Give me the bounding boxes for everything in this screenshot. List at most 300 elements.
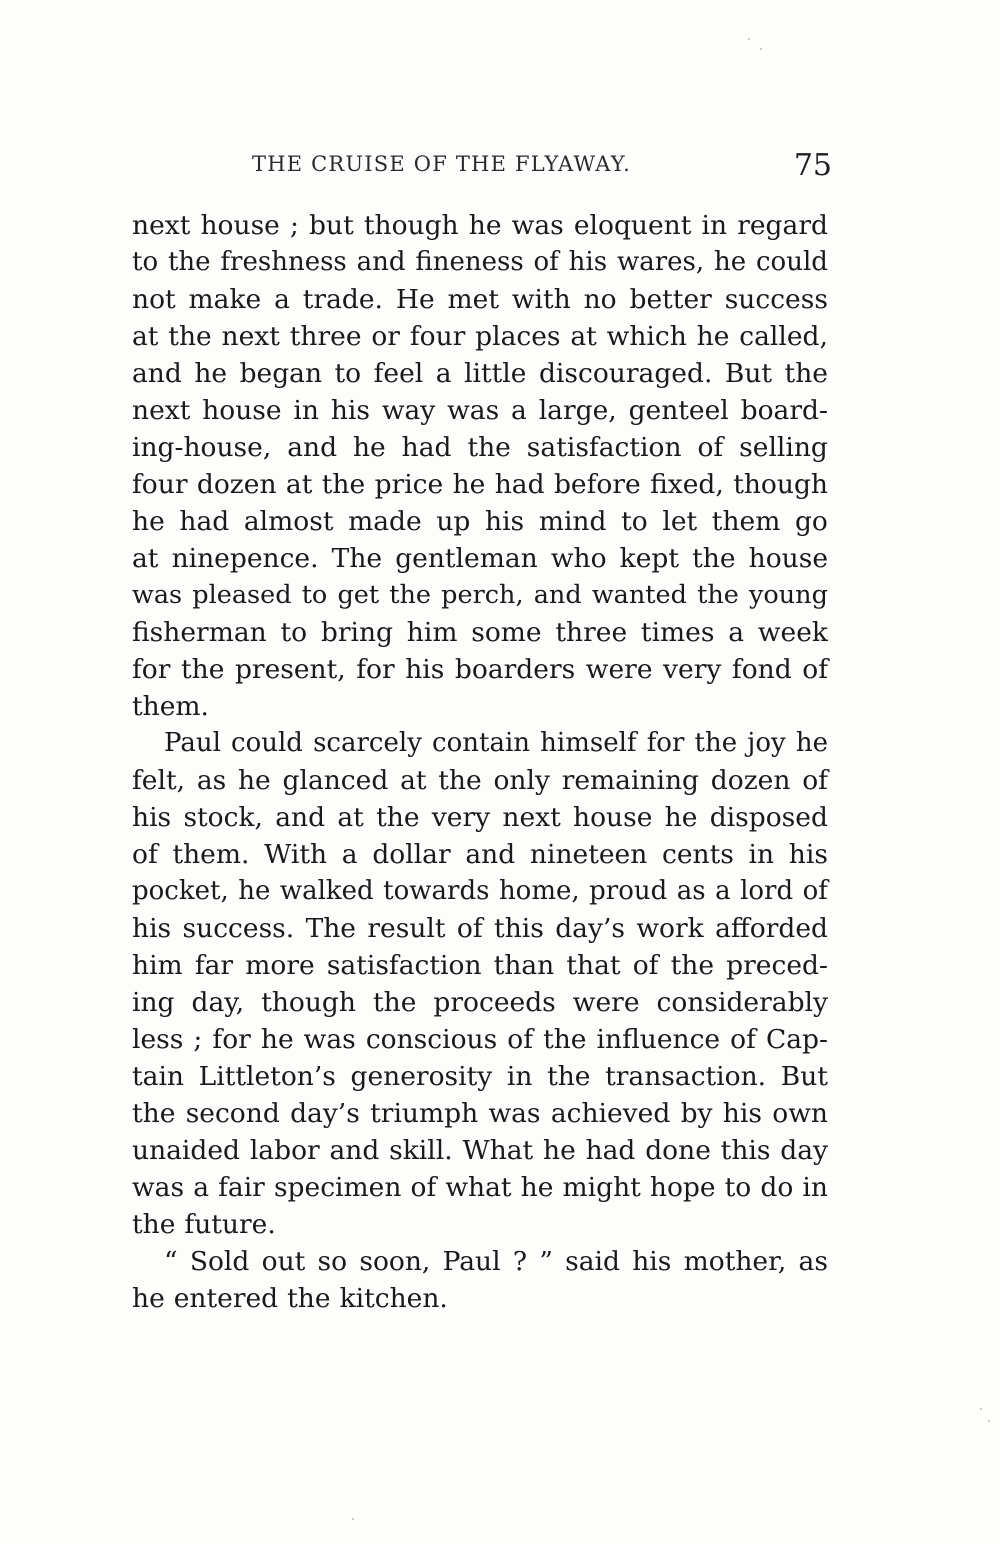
- word: a: [193, 1172, 209, 1203]
- scan-speck: [352, 1518, 354, 1520]
- word: than: [493, 950, 555, 981]
- word: discouraged.: [538, 358, 713, 389]
- word: scarcely: [313, 728, 422, 758]
- word: to: [621, 506, 648, 537]
- page-number: 75: [793, 148, 832, 183]
- running-head: [252, 148, 832, 192]
- word: ?: [512, 1246, 528, 1277]
- word: large,: [538, 395, 617, 426]
- word: for: [646, 728, 685, 758]
- word: far: [194, 950, 234, 981]
- word: in: [802, 1172, 828, 1203]
- word: three: [289, 321, 362, 352]
- scan-speck: [760, 48, 762, 50]
- word: to: [132, 247, 159, 277]
- word: the: [547, 1061, 591, 1092]
- word: fond: [731, 654, 792, 685]
- word: the: [132, 1209, 176, 1240]
- word: the: [438, 765, 482, 796]
- word: pocket,: [132, 876, 229, 906]
- word: what: [445, 1172, 512, 1203]
- word: he: [194, 358, 228, 389]
- word: trade.: [302, 284, 383, 315]
- word: he: [795, 728, 828, 758]
- text-line: [132, 688, 828, 725]
- word: The: [331, 543, 383, 574]
- word: and: [287, 432, 338, 463]
- word: more: [245, 950, 315, 981]
- word: the: [694, 728, 738, 758]
- word: second: [185, 1098, 280, 1129]
- word: this: [494, 913, 544, 944]
- word: he: [468, 210, 502, 241]
- word: go: [794, 506, 828, 537]
- body-text: [132, 207, 828, 1317]
- word: for: [356, 654, 395, 685]
- word: house: [202, 395, 282, 426]
- text-line: [132, 762, 828, 799]
- word: soon,: [359, 1246, 431, 1277]
- word: genteel: [628, 395, 729, 426]
- word: preced-: [726, 950, 828, 981]
- word: day,: [191, 987, 245, 1018]
- word: satisfaction: [526, 432, 682, 463]
- word: the: [784, 358, 828, 389]
- word: the: [389, 580, 432, 610]
- word: of: [697, 432, 724, 463]
- word: Littleton’s: [198, 1061, 336, 1092]
- word: to: [280, 617, 308, 648]
- word: of: [802, 876, 828, 906]
- word: day’s: [290, 1098, 360, 1129]
- word: out: [261, 1246, 306, 1277]
- word: a: [435, 358, 452, 389]
- text-line: [132, 318, 828, 355]
- word: a: [715, 876, 731, 906]
- word: he: [520, 1172, 554, 1203]
- text-line: [132, 355, 828, 392]
- word: ninepence.: [171, 543, 319, 574]
- text-line: [132, 540, 828, 577]
- word: triumph: [370, 1098, 479, 1129]
- text-line: [132, 1280, 828, 1317]
- word: fisherman: [132, 617, 267, 648]
- word: at: [132, 543, 159, 574]
- word: With: [264, 839, 328, 870]
- word: ing-house,: [132, 432, 272, 463]
- word: were: [572, 987, 640, 1018]
- word: at: [337, 802, 364, 833]
- word: he: [713, 247, 747, 277]
- word: so: [317, 1246, 348, 1277]
- word: had: [585, 1135, 636, 1166]
- word: in: [293, 395, 319, 426]
- word: made: [348, 506, 422, 537]
- word: considerably: [656, 987, 828, 1018]
- word: for: [212, 1024, 251, 1055]
- word: his: [485, 506, 525, 537]
- word: was: [132, 1172, 185, 1203]
- word: of: [802, 765, 828, 796]
- word: as: [676, 876, 706, 906]
- word: cents: [661, 839, 734, 870]
- word: his: [788, 839, 828, 870]
- word: the: [467, 432, 511, 463]
- text-line: [132, 1095, 828, 1132]
- word: he: [696, 321, 730, 352]
- word: home,: [498, 876, 580, 906]
- word: was: [488, 1098, 541, 1129]
- text-line: [132, 910, 828, 947]
- word: ;: [289, 210, 299, 241]
- word: and: [533, 580, 582, 610]
- word: dozen: [196, 469, 277, 500]
- word: boarders: [454, 654, 576, 685]
- word: day: [780, 1135, 828, 1166]
- word: had: [494, 469, 545, 500]
- word: three: [555, 617, 628, 648]
- word: hope: [649, 1172, 716, 1203]
- word: week: [757, 617, 828, 648]
- word: in: [506, 1061, 533, 1092]
- word: at: [570, 321, 597, 352]
- word: he: [237, 765, 271, 796]
- text-line: [132, 947, 828, 984]
- word: his: [722, 1098, 762, 1129]
- word: and: [275, 802, 326, 833]
- text-line: [132, 503, 828, 540]
- word: he: [132, 506, 165, 537]
- word: of: [533, 247, 559, 277]
- word: by: [680, 1098, 713, 1129]
- word: of: [802, 654, 828, 685]
- word: called,: [739, 321, 828, 352]
- word: a: [274, 284, 290, 315]
- word: board-: [740, 395, 828, 426]
- word: dollar: [372, 839, 451, 870]
- word: but: [309, 210, 354, 241]
- word: house: [573, 802, 653, 833]
- word: selling: [739, 432, 828, 463]
- word: the: [692, 543, 736, 574]
- word: Paul: [164, 728, 221, 758]
- word: lord: [740, 876, 794, 906]
- text-line: [132, 577, 828, 614]
- word: make: [188, 284, 262, 315]
- running-title: THE CRUISE OF THE FLYAWAY.: [252, 152, 631, 176]
- word: mother,: [683, 1246, 787, 1277]
- word: very: [663, 654, 722, 685]
- word: Sold: [189, 1246, 250, 1277]
- word: could: [231, 728, 303, 758]
- paragraph: [132, 1243, 828, 1317]
- scan-speck: [980, 1408, 982, 1410]
- word: though: [363, 210, 459, 241]
- word: that: [566, 950, 621, 981]
- word: afforded: [715, 913, 828, 944]
- word: perch,: [441, 580, 524, 610]
- text-line: [132, 984, 828, 1021]
- word: at: [400, 765, 427, 796]
- text-line: [132, 1021, 828, 1058]
- word: this: [720, 1135, 771, 1166]
- text-line: [132, 725, 828, 762]
- word: house: [200, 210, 280, 241]
- word: the: [132, 1098, 176, 1129]
- word: or: [371, 321, 400, 352]
- paragraph: [132, 725, 828, 1243]
- word: eloquent: [573, 210, 692, 241]
- word: said: [565, 1246, 620, 1277]
- word: contain: [432, 728, 531, 758]
- text-line: [132, 207, 828, 244]
- word: his: [132, 802, 172, 833]
- word: freshness: [220, 247, 347, 277]
- word: was: [132, 580, 183, 610]
- word: The: [305, 913, 356, 944]
- word: had: [179, 506, 230, 537]
- word: glanced: [282, 765, 389, 796]
- word: his: [568, 247, 608, 277]
- scan-speck: [748, 38, 750, 40]
- word: of: [132, 839, 158, 870]
- word: fineness: [415, 247, 524, 277]
- word: his: [132, 913, 172, 944]
- text-line: [132, 244, 828, 281]
- word: his: [405, 654, 445, 685]
- word: achieved: [550, 1098, 671, 1129]
- text-line: [132, 1169, 828, 1206]
- word: mind: [538, 506, 607, 537]
- word: unaided: [132, 1135, 241, 1166]
- word: before: [553, 469, 641, 500]
- word: and: [132, 358, 182, 389]
- word: four: [132, 469, 188, 500]
- word: a: [511, 395, 527, 426]
- word: a: [341, 839, 358, 870]
- text-line: [132, 651, 828, 688]
- word: he: [132, 1283, 165, 1314]
- word: with: [511, 284, 571, 315]
- word: conscious: [365, 1024, 498, 1055]
- word: in: [748, 839, 775, 870]
- word: met: [447, 284, 499, 315]
- word: influence: [596, 1024, 721, 1055]
- word: could: [755, 247, 828, 277]
- word: him: [406, 617, 458, 648]
- word: some: [471, 617, 542, 648]
- word: the: [670, 950, 715, 981]
- word: get: [337, 580, 380, 610]
- word: though: [261, 987, 356, 1018]
- word: young: [748, 580, 828, 610]
- word: of: [410, 1172, 437, 1203]
- word: But: [724, 358, 773, 389]
- word: his: [632, 1246, 672, 1277]
- word: own: [772, 1098, 828, 1129]
- word: ;: [193, 1024, 203, 1055]
- word: the: [697, 580, 739, 610]
- word: who: [550, 543, 607, 574]
- word: remaining: [561, 765, 700, 796]
- word: less: [132, 1024, 184, 1055]
- word: at: [285, 469, 313, 500]
- text-line: [132, 799, 828, 836]
- word: them: [711, 506, 781, 537]
- word: better: [629, 284, 712, 315]
- text-line: [132, 873, 828, 910]
- word: the: [372, 987, 417, 1018]
- word: places: [475, 321, 561, 352]
- word: regard: [737, 210, 828, 241]
- word: house: [748, 543, 828, 574]
- word: as: [798, 1246, 828, 1277]
- word: he: [664, 802, 698, 833]
- word: joy: [747, 728, 786, 758]
- text-line: [132, 466, 828, 503]
- word: Cap-: [765, 1024, 828, 1055]
- word: kitchen.: [339, 1283, 448, 1314]
- word: day’s: [555, 913, 625, 944]
- word: though: [733, 469, 828, 500]
- word: the: [167, 247, 211, 277]
- word: and: [465, 839, 516, 870]
- word: satisfaction: [326, 950, 482, 981]
- word: of: [456, 913, 483, 944]
- word: little: [464, 358, 527, 389]
- scan-speck: [988, 1420, 990, 1422]
- word: might: [562, 1172, 641, 1203]
- word: of: [507, 1024, 534, 1055]
- word: of: [632, 950, 659, 981]
- text-line: [132, 429, 828, 466]
- word: next: [502, 802, 561, 833]
- text-line: [132, 1058, 828, 1095]
- word: let: [662, 506, 698, 537]
- word: to: [334, 358, 362, 389]
- word: fair: [218, 1172, 265, 1203]
- word: began: [239, 358, 323, 389]
- word: at: [132, 321, 159, 352]
- word: to: [724, 1172, 752, 1203]
- word: the: [287, 1283, 331, 1314]
- word: the: [376, 802, 420, 833]
- word: and: [329, 1135, 380, 1166]
- word: way: [381, 395, 436, 426]
- word: himself: [540, 728, 637, 758]
- word: very: [431, 802, 491, 833]
- word: he: [238, 876, 271, 906]
- word: he: [260, 1024, 294, 1055]
- word: he: [352, 432, 386, 463]
- word: do: [760, 1172, 794, 1203]
- text-line: [132, 392, 828, 429]
- word: success: [724, 284, 828, 315]
- word: proceeds: [433, 987, 556, 1018]
- text-line: [132, 614, 828, 651]
- word: nineteen: [529, 839, 648, 870]
- word: success.: [182, 913, 295, 944]
- word: him: [132, 950, 183, 981]
- word: and: [356, 247, 406, 277]
- word: pleased: [192, 580, 292, 610]
- text-line: [132, 1243, 828, 1280]
- word: transaction.: [605, 1061, 767, 1092]
- word: entered: [173, 1283, 279, 1314]
- word: price: [374, 469, 444, 500]
- word: up: [436, 506, 471, 537]
- word: was: [447, 395, 500, 426]
- word: But: [780, 1061, 828, 1092]
- word: next: [221, 321, 280, 352]
- word: the: [180, 654, 225, 685]
- word: “: [164, 1246, 178, 1277]
- word: walked: [279, 876, 374, 906]
- word: the: [168, 321, 212, 352]
- word: were: [585, 654, 653, 685]
- word: specimen: [273, 1172, 402, 1203]
- word: wanted: [591, 580, 687, 610]
- word: bring: [320, 617, 393, 648]
- word: the: [543, 1024, 587, 1055]
- word: feel: [373, 358, 424, 389]
- word: had: [401, 432, 452, 463]
- word: for: [132, 654, 171, 685]
- word: wares,: [616, 247, 705, 277]
- word: tain: [132, 1061, 184, 1092]
- word: work: [636, 913, 704, 944]
- word: disposed: [709, 802, 828, 833]
- word: as: [196, 765, 227, 796]
- text-line: [132, 836, 828, 873]
- word: ing: [132, 987, 175, 1018]
- word: dozen: [710, 765, 791, 796]
- text-line: [132, 281, 828, 318]
- word: next: [132, 210, 191, 241]
- word: was: [511, 210, 564, 241]
- word: in: [701, 210, 728, 241]
- word: He: [395, 284, 435, 315]
- word: Paul: [442, 1246, 501, 1277]
- word: four: [409, 321, 466, 352]
- word: gentleman: [395, 543, 538, 574]
- paragraph: [132, 207, 828, 725]
- word: next: [132, 395, 191, 426]
- word: result: [367, 913, 446, 944]
- word: fixed,: [650, 469, 724, 500]
- word: of: [730, 1024, 756, 1055]
- word: labor: [249, 1135, 320, 1166]
- text-line: [132, 1206, 828, 1243]
- word: only: [493, 765, 550, 796]
- word: stock,: [183, 802, 263, 833]
- word: no: [583, 284, 617, 315]
- word: towards: [383, 876, 490, 906]
- word: done: [645, 1135, 711, 1166]
- word: What: [462, 1135, 534, 1166]
- word: to: [301, 580, 328, 610]
- word: times: [640, 617, 715, 648]
- word: he: [452, 469, 486, 500]
- word: almost: [243, 506, 334, 537]
- word: skill.: [389, 1135, 453, 1166]
- word: proud: [589, 876, 668, 906]
- word: was: [303, 1024, 356, 1055]
- word: the: [321, 469, 366, 500]
- word: generosity: [350, 1061, 493, 1092]
- word: not: [132, 284, 176, 315]
- word: a: [728, 617, 745, 648]
